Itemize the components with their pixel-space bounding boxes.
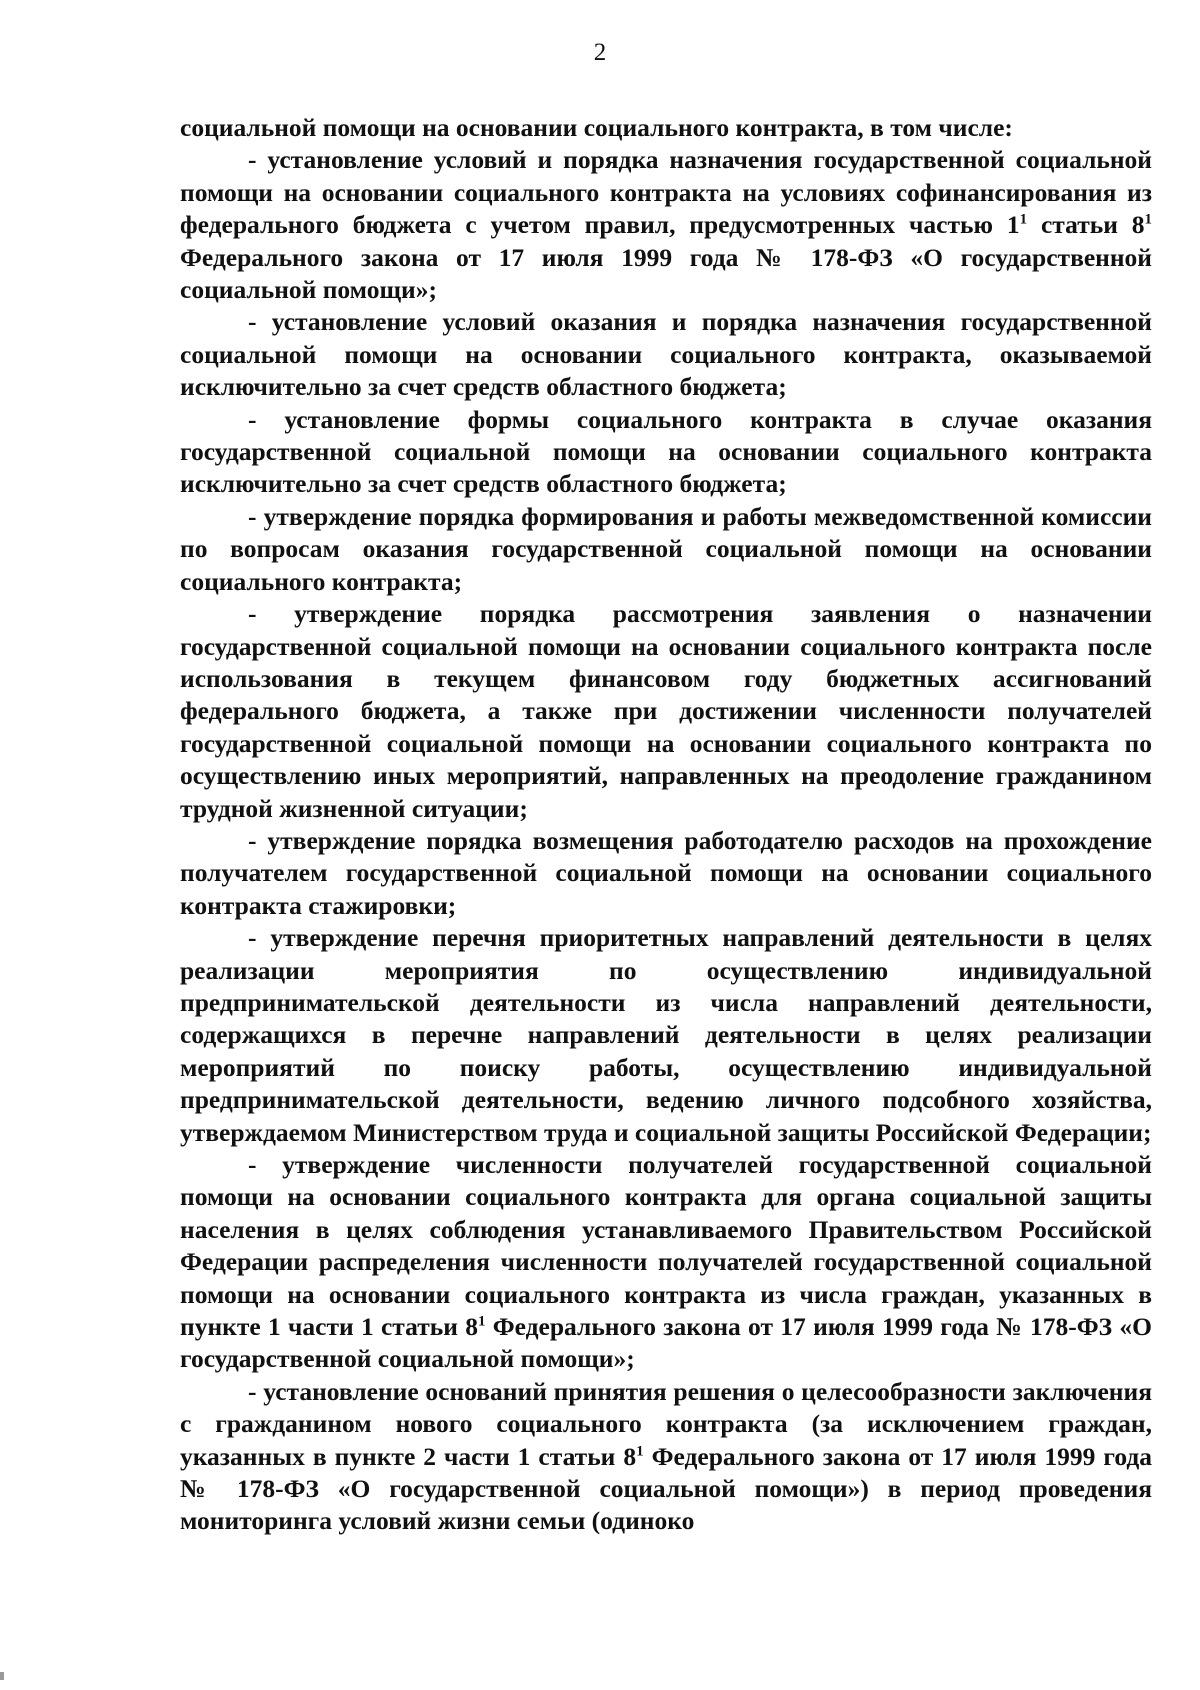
paragraph-item	[180, 825, 1152, 922]
paragraph-item	[180, 306, 1152, 403]
paragraph-text: - утверждение порядка формирования и работы межведомственной комиссии по вопросам оказания государственной социальной помощи на основании социального контракта;	[180, 501, 1152, 596]
superscript: 1	[1019, 211, 1028, 228]
scan-edge-mark	[0, 1672, 4, 1680]
superscript: 1	[636, 1443, 644, 1460]
paragraph-text: - установление условий и порядка назначения государственной социальной помощи на основании социального контракта на условиях софинансирования из федерального бюджета с учетом правил, предусмотренных частью 1	[180, 145, 1152, 240]
paragraph-item	[180, 404, 1152, 501]
superscript: 1	[477, 1313, 486, 1330]
paragraph-text: Федерального закона от 17 июля 1999 года № 178-ФЗ «О государственной социальной помощи») в период проведения мониторинга условий жизни семьи (одиноко	[180, 1441, 1152, 1536]
paragraph-text: - утверждение порядка возмещения работодателю расходов на прохождение получателем государственной социальной помощи на основании социального контракта стажировки;	[180, 825, 1152, 920]
paragraph-text: Федерального закона от 17 июля 1999 года № 178-ФЗ «О государственной социальной помощи»;	[180, 1312, 1152, 1374]
paragraph-item	[180, 922, 1152, 1149]
paragraph-item	[180, 144, 1152, 306]
paragraph-item	[180, 501, 1152, 598]
page-number: 2	[593, 39, 607, 66]
paragraph-text: социальной помощи на основании социального контракта, в том числе:	[180, 113, 1013, 142]
paragraph-text: Федерального закона от 17 июля 1999 года № 178-ФЗ «О государственной социальной помощи»;	[180, 242, 1152, 305]
paragraph-intro	[180, 112, 1152, 144]
paragraph-item	[180, 598, 1152, 825]
paragraph-text: статьи 8	[1027, 210, 1145, 240]
paragraph-text: - утверждение численности получателей государственной социальной помощи на основании социального контракта для органа социальной защиты населения в целях соблюдения устанавливаемого Правительством Российской Федерации распределения численности получателей государственной социальной помощи на основании социального контракта из числа граждан, указанных в пункте 1 части 1 статьи 8	[180, 1150, 1152, 1342]
paragraph-text: - установление условий оказания и порядка назначения государственной социальной помощи на основании социального контракта, оказываемой исключительно за счет средств областного бюджета;	[180, 307, 1152, 402]
document-body	[180, 112, 1152, 1538]
paragraph-text: - утверждение перечня приоритетных направлений деятельности в целях реализации мероприятия по осуществлению индивидуальной предпринимательской деятельности из числа направлений деятельности, содержащихся в перечне направлений деятельности в целях реализации мероприятий по поиску работы, осуществлению индивидуальной предпринимательской деятельности, ведению личного подсобного хозяйства, утверждаемом Министерством труда и социальной защиты Российской Федерации;	[180, 923, 1152, 1147]
paragraph-item	[180, 1149, 1152, 1376]
paragraph-text: - утверждение порядка рассмотрения заявления о назначении государственной социальной помощи на основании социального контракта после использования в текущем финансовом году бюджетных ассигнований федерального бюджета, а также при достижении численности получателей государственной социальной помощи на основании социального контракта по осуществлению иных мероприятий, направленных на преодоление гражданином трудной жизненной ситуации;	[180, 599, 1152, 823]
paragraph-item	[180, 1376, 1152, 1538]
superscript: 1	[1144, 211, 1153, 228]
paragraph-text: - установление оснований принятия решения о целесообразности заключения с гражданином нового социального контракта (за исключением граждан, указанных в пункте 2 части 1 статьи 8	[180, 1376, 1152, 1471]
paragraph-text: - установление формы социального контракта в случае оказания государственной социальной помощи на основании социального контракта исключительно за счет средств областного бюджета;	[180, 404, 1152, 499]
